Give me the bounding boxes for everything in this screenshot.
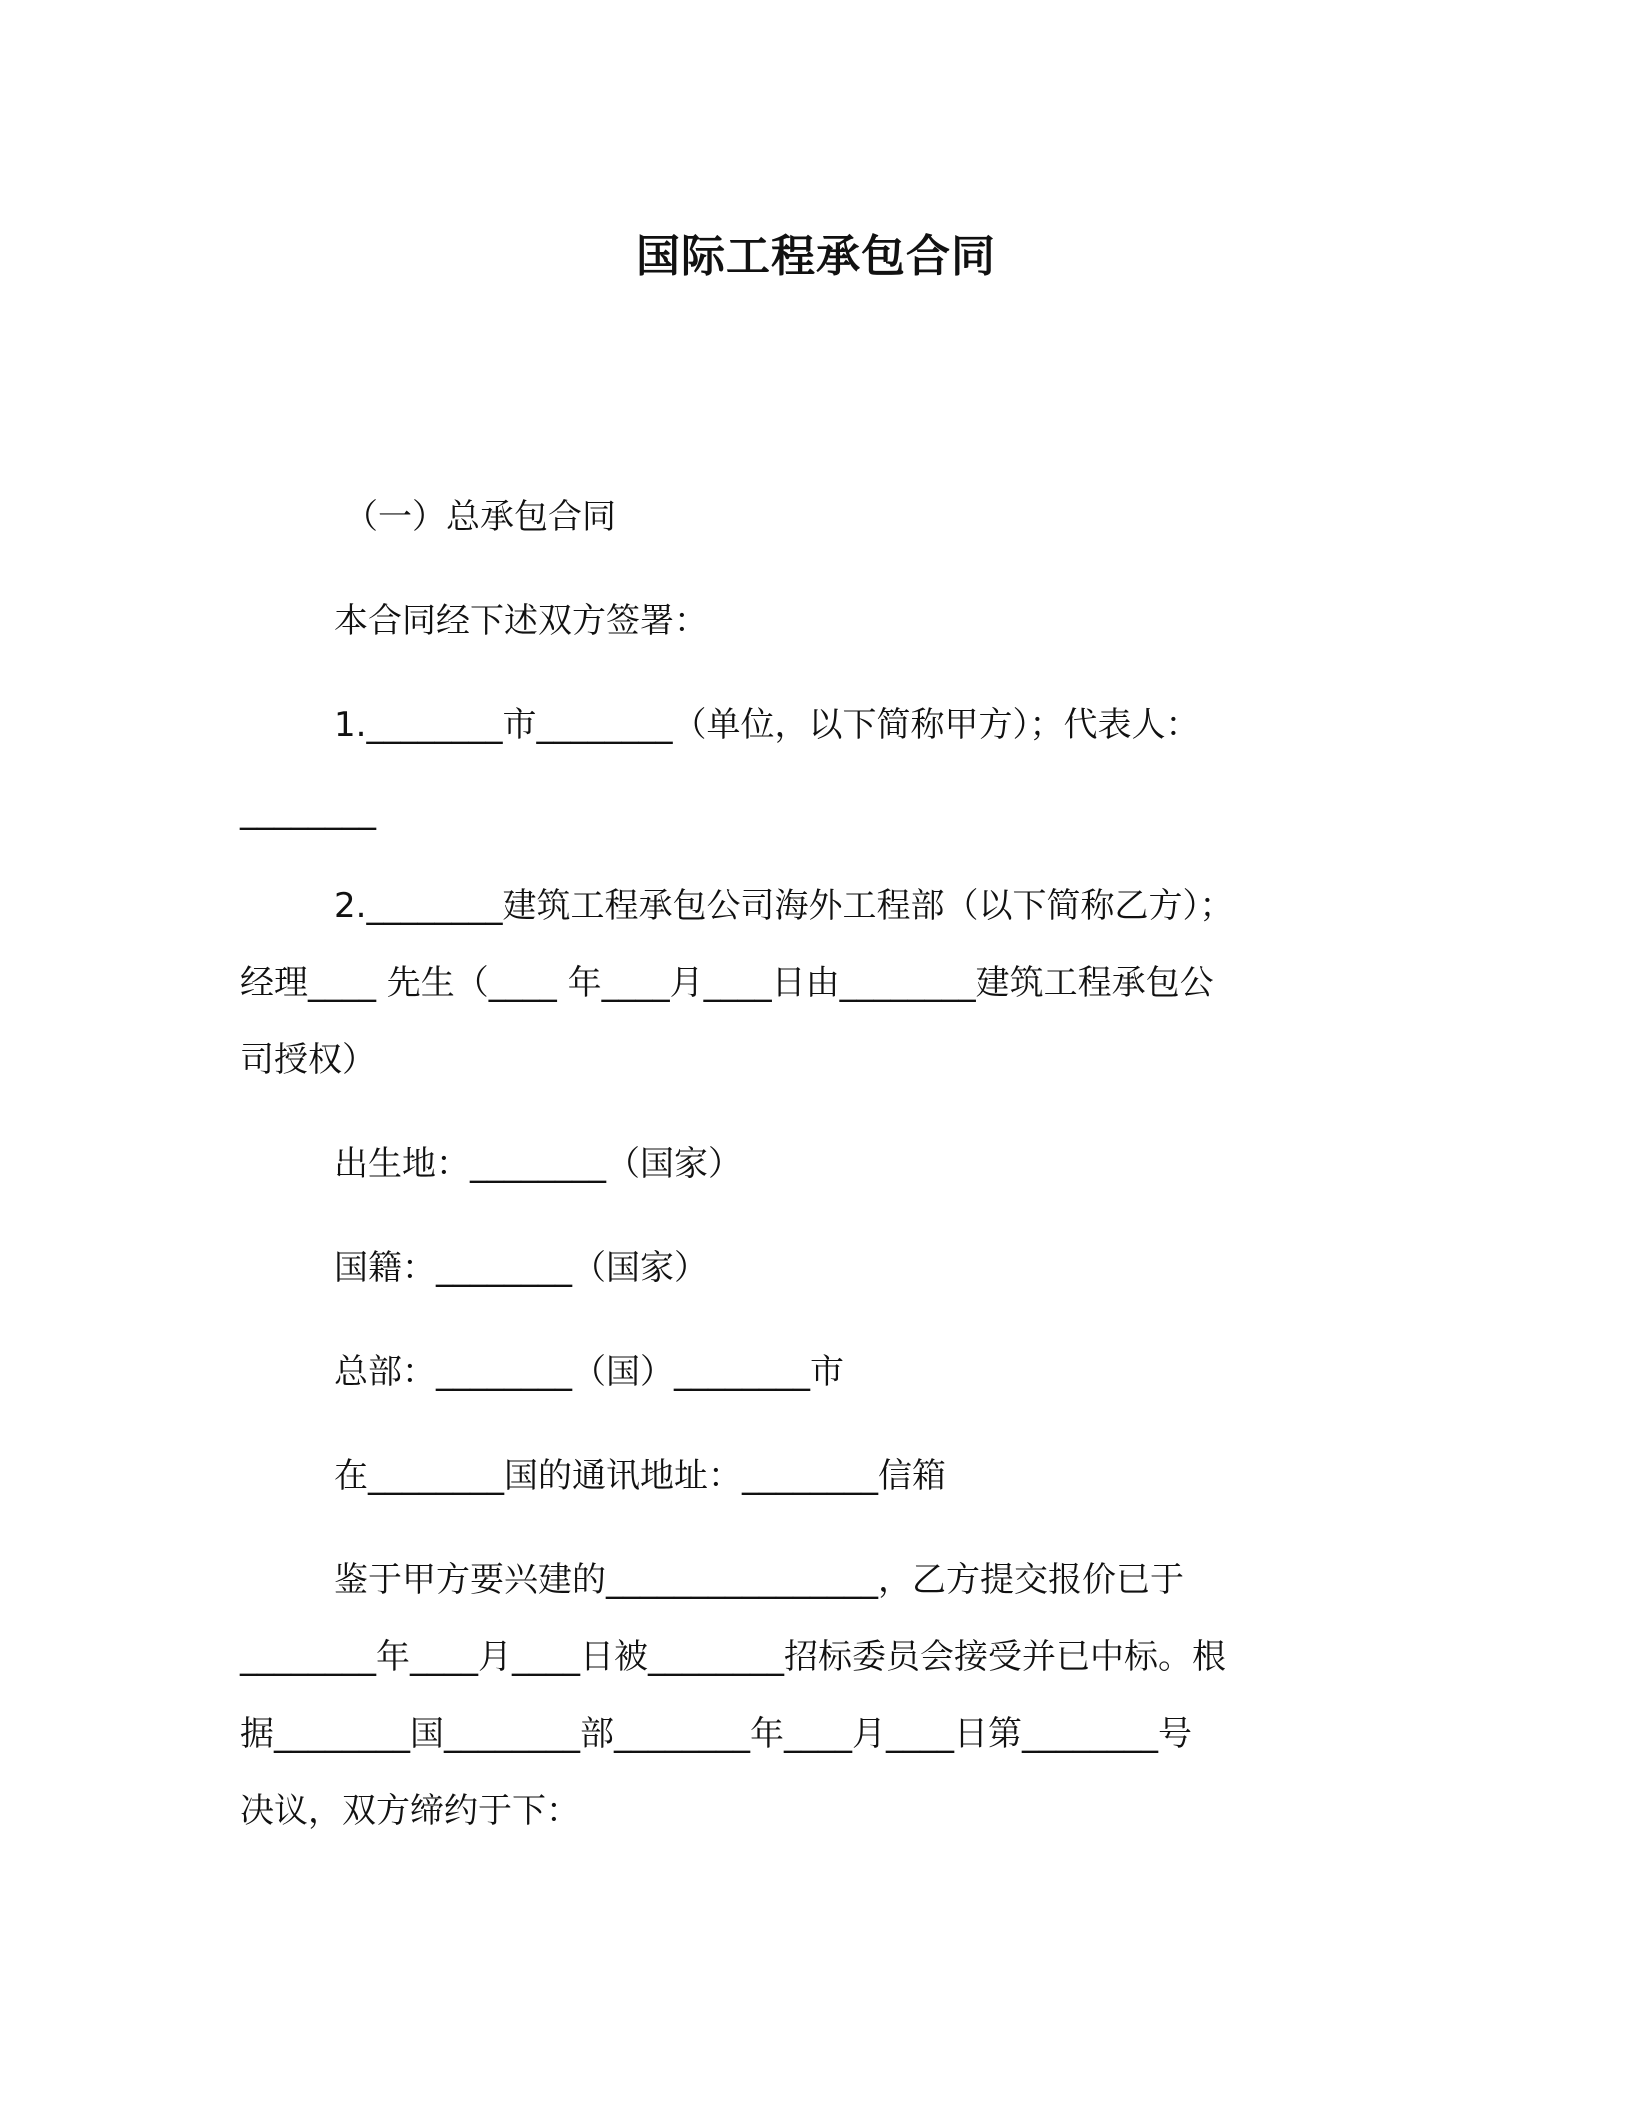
party1-line-1: 1.________市________（单位，以下简称甲方）；代表人： [334, 705, 1200, 745]
recital-line-3: 据________国________部________年____月____日第________号 [240, 1714, 1192, 1754]
party1-line-2: ________ [240, 791, 376, 831]
mailing-address-line: 在________国的通讯地址：________信箱 [334, 1456, 946, 1496]
headquarters-line: 总部：________（国）________市 [334, 1352, 844, 1392]
recital-line-2: ________年____月____日被________招标委员会接受并已中标。根 [240, 1637, 1226, 1677]
section-heading: （一）总承包合同 [344, 497, 616, 537]
intro-paragraph: 本合同经下述双方签署： [334, 601, 708, 641]
recital-line-1: 鉴于甲方要兴建的________________，乙方提交报价已于 [334, 1560, 1184, 1600]
birthplace-line: 出生地：________（国家） [334, 1144, 742, 1184]
party2-line-2: 经理____ 先生（____ 年____月____日由________建筑工程承包公 [240, 963, 1214, 1003]
recital-line-4: 决议，双方缔约于下： [240, 1791, 580, 1831]
party2-line-1: 2.________建筑工程承包公司海外工程部（以下简称乙方）； [334, 886, 1234, 926]
document-title: 国际工程承包合同 [636, 231, 996, 282]
nationality-line: 国籍：________（国家） [334, 1248, 708, 1288]
party2-line-3: 司授权） [240, 1040, 376, 1080]
